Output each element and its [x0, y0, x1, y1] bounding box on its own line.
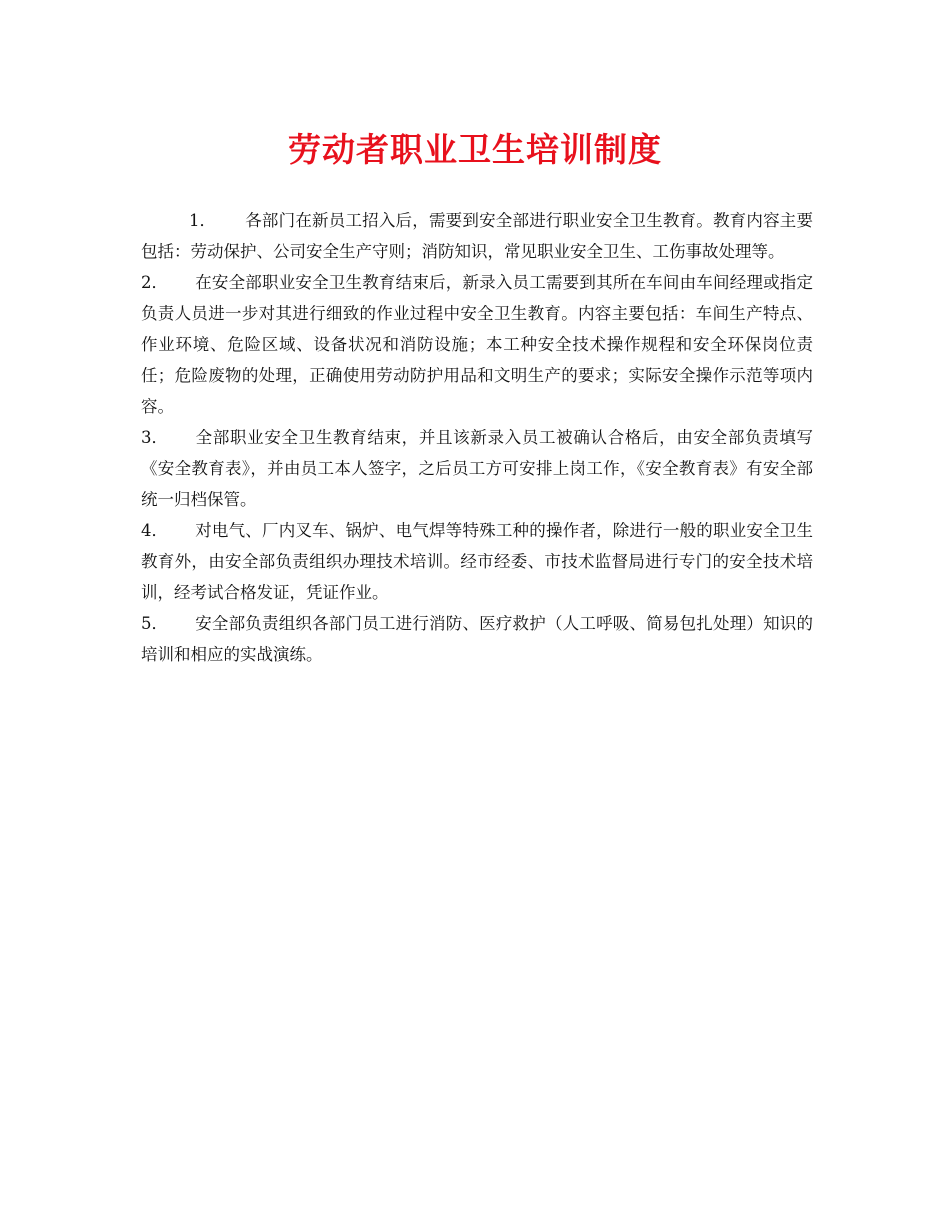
item-number: 2． [141, 273, 168, 292]
list-item-5 [141, 608, 813, 670]
item-number: 3． [141, 428, 168, 447]
item-text: 全部职业安全卫生教育结束，并且该新录入员工被确认合格后，由安全部负责填写《安全教育表》，并由员工本人签字，之后员工方可安排上岗工作，《安全教育表》有安全部统一归档保管。 [141, 428, 813, 509]
item-text: 对电气、厂内叉车、锅炉、电气焊等特殊工种的操作者，除进行一般的职业安全卫生教育外，由安全部负责组织办理技术培训。经市经委、市技术监督局进行专门的安全技术培训，经考试合格发证，凭证作业。 [141, 521, 813, 602]
item-text: 在安全部职业安全卫生教育结束后，新录入员工需要到其所在车间由车间经理或指定负责人员进一步对其进行细致的作业过程中安全卫生教育。内容主要包括：车间生产特点、作业环境、危险区域、设备状况和消防设施；本工种安全技术操作规程和安全环保岗位责任；危险废物的处理，正确使用劳动防护用品和文明生产的要求；实际安全操作示范等项内容。 [141, 273, 813, 416]
document-body [141, 205, 813, 670]
item-number: 5． [141, 614, 168, 633]
document-title: 劳动者职业卫生培训制度 [288, 130, 662, 169]
item-text: 安全部负责组织各部门员工进行消防、医疗救护（人工呼吸、简易包扎处理）知识的培训和相应的实战演练。 [141, 614, 813, 664]
item-number: 4． [141, 521, 168, 540]
list-item-1 [141, 205, 813, 267]
list-item-4 [141, 515, 813, 608]
list-item-2 [141, 267, 813, 422]
item-number: 1． [189, 211, 216, 230]
item-text: 各部门在新员工招入后，需要到安全部进行职业安全卫生教育。教育内容主要包括：劳动保护、公司安全生产守则；消防知识，常见职业安全卫生、工伤事故处理等。 [141, 211, 813, 261]
list-item-3 [141, 422, 813, 515]
